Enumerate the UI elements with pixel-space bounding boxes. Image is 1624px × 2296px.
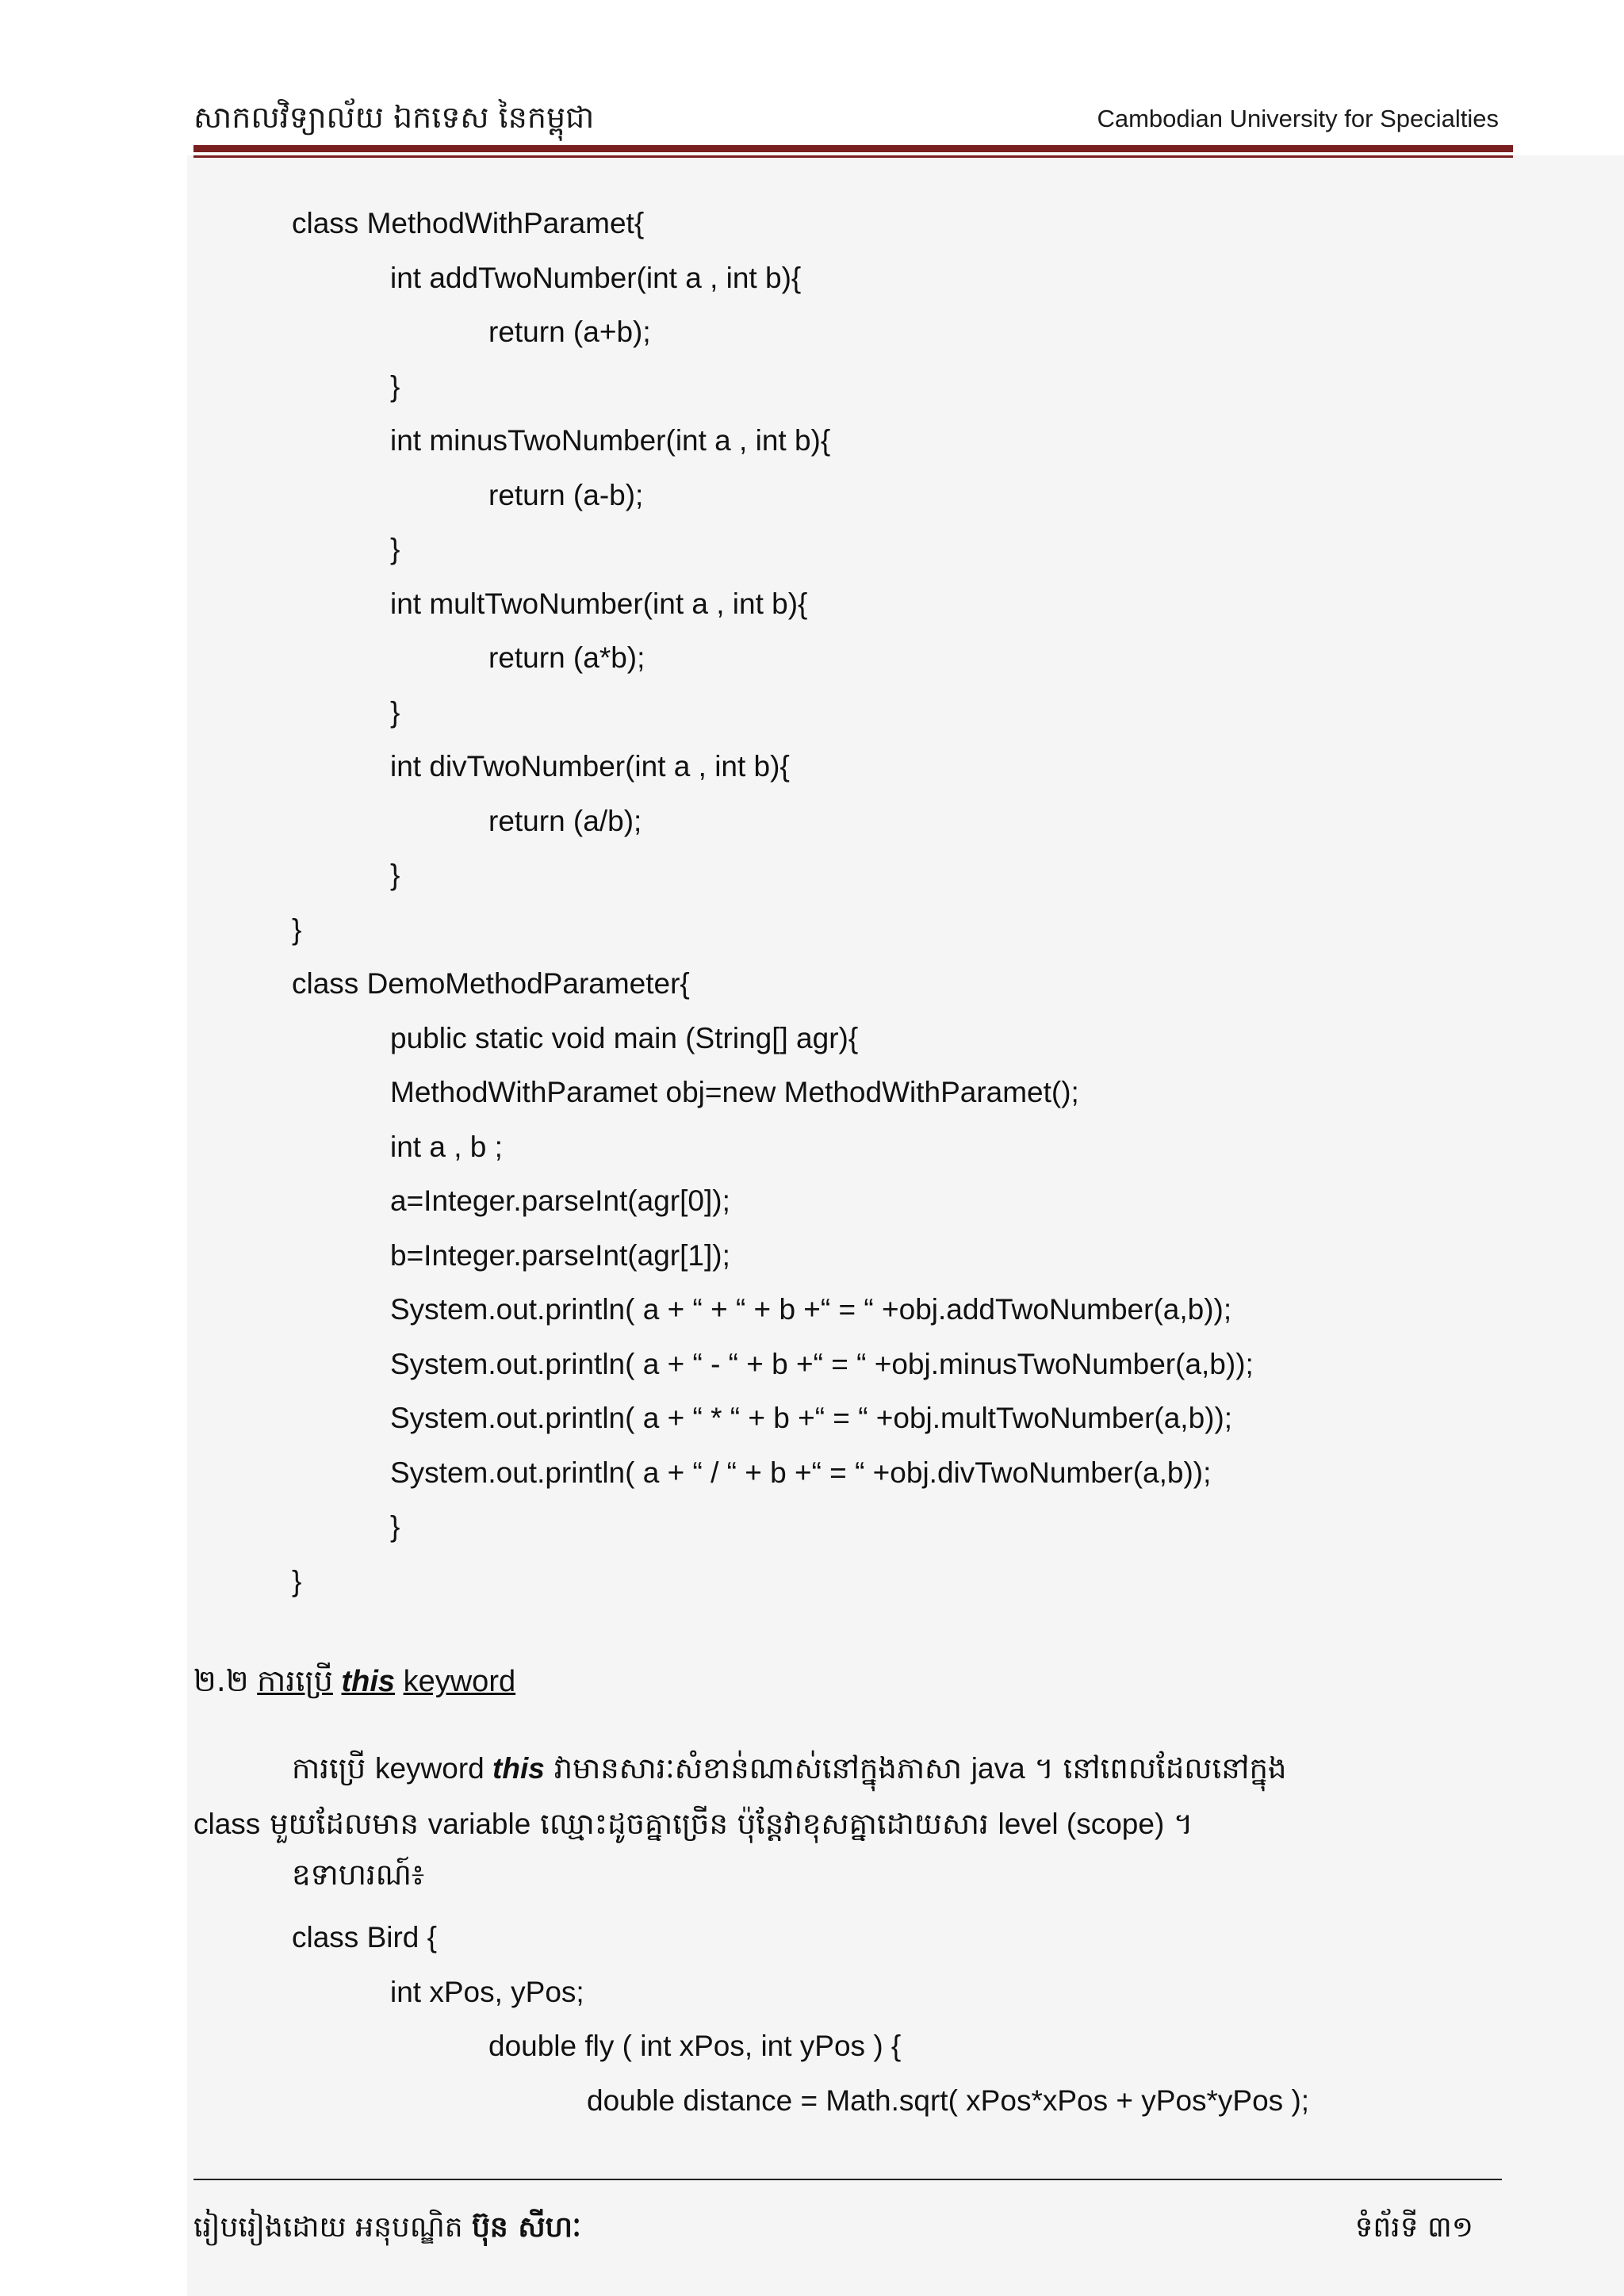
code-line: }	[390, 1510, 400, 1543]
para-text: class	[193, 1808, 261, 1840]
example-label: ឧទាហរណ៍៖	[292, 1858, 425, 1892]
code-line: return (a*b);	[488, 641, 645, 674]
code-line: return (a/b);	[488, 805, 642, 837]
code-line: }	[292, 913, 302, 946]
section-title-prefix: ការប្រើ	[257, 1665, 333, 1698]
code-line: System.out.println( a + “ / “ + b +“ = “ +obj.divTwoNumber(a,b));	[390, 1456, 1212, 1489]
code-line: b=Integer.parseInt(agr[1]);	[390, 1239, 730, 1272]
para-text: java	[971, 1752, 1025, 1785]
code-line: int minusTwoNumber(int a , int b){	[390, 424, 831, 457]
header-university-khmer: សាកលវិទ្យាល័យ ឯកទេស នៃកម្ពុជា	[193, 100, 595, 135]
header-rule-thin	[193, 155, 1513, 158]
section-title-suffix: keyword	[403, 1665, 516, 1698]
para-text: variable	[427, 1808, 531, 1840]
paragraph-line-1	[292, 1751, 1286, 1793]
para-text: keyword	[374, 1752, 493, 1785]
header-rule	[193, 145, 1513, 152]
footer-author-prefix: រៀបរៀងដោយ អនុបណ្ឌិត	[193, 2211, 473, 2244]
code-line: a=Integer.parseInt(agr[0]);	[390, 1184, 730, 1217]
code-line: System.out.println( a + “ + “ + b +“ = “ +obj.addTwoNumber(a,b));	[390, 1293, 1232, 1326]
code-line: int multTwoNumber(int a , int b){	[390, 587, 808, 620]
code-line: }	[390, 859, 400, 891]
code-line: double distance = Math.sqrt( xPos*xPos + yPos*yPos );	[587, 2084, 1310, 2117]
para-text: level (scope)	[998, 1808, 1165, 1840]
header-university-english: Cambodian University for Specialties	[1097, 105, 1499, 132]
code-line: int divTwoNumber(int a , int b){	[390, 750, 790, 783]
code-line: class DemoMethodParameter{	[292, 967, 690, 1000]
footer-rule	[193, 2179, 1502, 2180]
para-keyword: this	[492, 1752, 545, 1785]
paragraph-line-2	[193, 1806, 1193, 1849]
code-line: public static void main (String[] agr){	[390, 1022, 859, 1054]
para-text: វាមានសារៈសំខាន់ណាស់នៅក្នុងភាសា	[544, 1751, 971, 1785]
code-line: class Bird {	[292, 1921, 438, 1954]
section-heading	[193, 1662, 515, 1706]
para-text: ។ នៅពេលដែលនៅក្នុង	[1025, 1751, 1287, 1785]
code-line: MethodWithParamet obj=new MethodWithParamet();	[390, 1076, 1079, 1108]
code-line: }	[390, 370, 400, 403]
footer-author	[193, 2209, 581, 2251]
section-title-keyword: this	[341, 1665, 396, 1698]
footer-author-name: ប៊ុន សីហៈ	[472, 2211, 581, 2244]
code-line: }	[292, 1565, 302, 1598]
para-text: ឈ្មោះដូចគ្នាច្រើន ប៉ុន្តែវាខុសគ្នាដោយសារ	[530, 1807, 998, 1841]
para-text: ការប្រើ	[292, 1751, 375, 1785]
code-line: }	[390, 696, 400, 729]
code-line: int a , b ;	[390, 1131, 503, 1163]
para-text: ។	[1164, 1807, 1193, 1841]
code-line: System.out.println( a + “ * “ + b +“ = “ +obj.multTwoNumber(a,b));	[390, 1402, 1233, 1434]
code-line: int xPos, yPos;	[390, 1976, 584, 2008]
code-line: System.out.println( a + “ - “ + b +“ = “ +obj.minusTwoNumber(a,b));	[390, 1348, 1254, 1380]
code-line: return (a-b);	[488, 479, 644, 511]
section-number: ២.២	[193, 1663, 249, 1698]
code-line: int addTwoNumber(int a , int b){	[390, 262, 802, 294]
code-line: double fly ( int xPos, int yPos ) {	[488, 2030, 902, 2062]
footer-page-number: ទំព័រទី ៣១	[1354, 2211, 1473, 2244]
code-line: }	[390, 533, 400, 565]
para-text: មួយដែលមាន	[260, 1807, 428, 1841]
code-line: return (a+b);	[488, 316, 651, 348]
code-line: class MethodWithParamet{	[292, 207, 645, 239]
